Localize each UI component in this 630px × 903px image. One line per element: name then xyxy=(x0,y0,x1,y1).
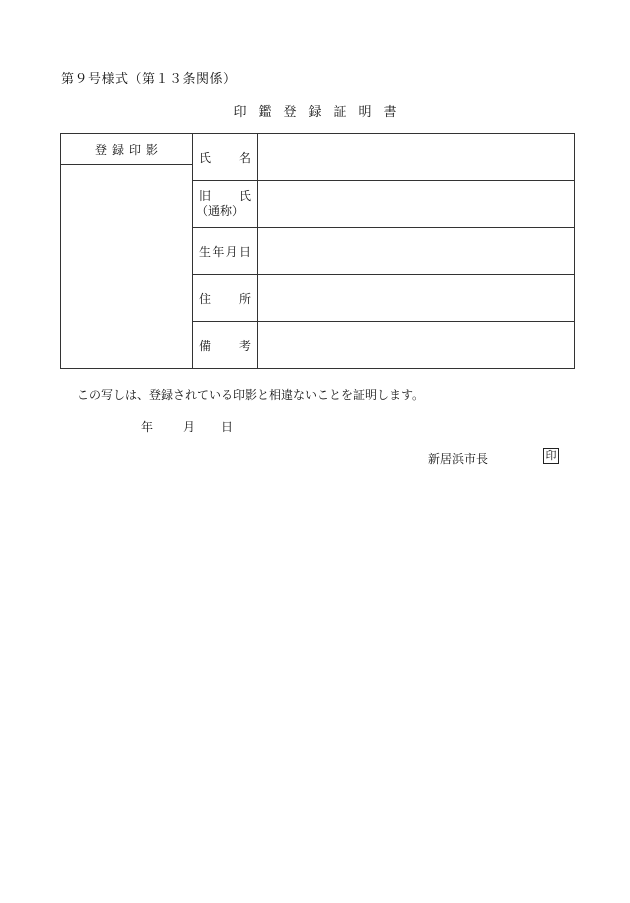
label-char: 生 xyxy=(199,244,212,259)
label-char: 所 xyxy=(238,291,251,306)
label-char: 月 xyxy=(225,244,238,259)
certificate-table xyxy=(60,133,575,369)
row-birth-date xyxy=(193,228,574,275)
official-seal-mark: 印 xyxy=(543,448,559,464)
row-name-value xyxy=(259,134,574,180)
date-month: 月 xyxy=(183,420,196,434)
label-char: 備 xyxy=(199,339,212,353)
row-remarks-value xyxy=(259,322,574,369)
date-day: 日 xyxy=(221,420,234,434)
label-char: 旧 xyxy=(199,189,212,203)
row-former-name xyxy=(193,181,574,228)
row-former-name-value xyxy=(259,181,574,227)
document-title: 印鑑登録証明書 xyxy=(233,105,409,120)
row-address-value xyxy=(259,275,574,321)
label-char: 考 xyxy=(238,339,251,353)
date-line xyxy=(141,418,233,435)
row-remarks xyxy=(193,322,574,369)
label-char: 住 xyxy=(199,291,212,306)
seal-impression-area xyxy=(61,165,192,368)
issuer-name: 新居浜市長 xyxy=(428,452,489,466)
row-birth-date-value xyxy=(259,228,574,274)
row-former-name-label xyxy=(193,181,258,227)
certification-statement: この写しは、登録されている印影と相違ないことを証明します。 xyxy=(77,388,425,402)
label-char: 氏 xyxy=(238,189,251,203)
row-name-label xyxy=(193,134,258,180)
row-name xyxy=(193,134,574,181)
label-char: 年 xyxy=(212,244,225,259)
label-sub: （通称） xyxy=(196,204,245,218)
seal-header: 登録印影 xyxy=(61,134,192,165)
row-address-label xyxy=(193,275,258,321)
date-year: 年 xyxy=(141,420,154,434)
row-address xyxy=(193,275,574,322)
label-char: 氏 xyxy=(199,150,212,165)
seal-column xyxy=(61,134,193,368)
form-number: 第９号様式（第１３条関係） xyxy=(61,72,237,87)
row-birth-date-label xyxy=(193,228,258,274)
row-remarks-label xyxy=(193,322,258,369)
label-char: 名 xyxy=(238,150,251,165)
label-char: 日 xyxy=(238,244,251,259)
